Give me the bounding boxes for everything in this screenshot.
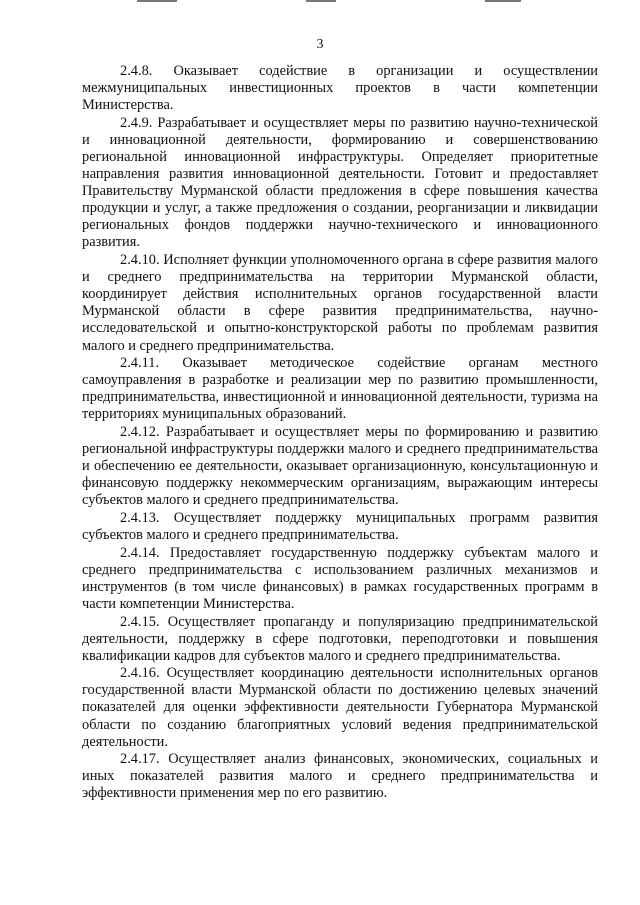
paragraph-2-4-17: 2.4.17. Осуществляет анализ финансовых, экономических, социальных и иных показателей развития малого и среднего предпринимательства и эффективности применения мер по его развитию. [82, 751, 598, 802]
header-rule-right [485, 0, 521, 2]
paragraph-2-4-9: 2.4.9. Разрабатывает и осуществляет меры по развитию научно-технической и инновационной деятельности, формированию и совершенствованию региональной инновационной инфраструктуры. Определяет приоритетные направления развития инновационной деятельности. Готовит и предоставляет Правительству Мурманской области предложения в сфере повышения качества продукции и услуг, а также предложения о создании, реорганизации и ликвидации региональных фондов поддержки научно-технического и инновационного развития. [82, 114, 598, 251]
page-number: 3 [316, 37, 324, 52]
paragraph-2-4-15: 2.4.15. Осуществляет пропаганду и популяризацию предпринимательской деятельности, поддержку в сфере подготовки, переподготовки и повышения квалификации кадров для субъектов малого и среднего предпринимательства. [82, 613, 598, 664]
paragraph-2-4-11: 2.4.11. Оказывает методическое содействие органам местного самоуправления в разработке и реализации мер по развитию промышленности, предпринимательства, инвестиционной и инновационной деятельности, туризма на территориях муниципальных образований. [82, 355, 598, 423]
paragraph-2-4-8: 2.4.8. Оказывает содействие в организации и осуществлении межмуниципальных инвестиционных проектов в части компетенции Министерства. [82, 63, 598, 114]
document-body [82, 63, 598, 803]
paragraph-2-4-10: 2.4.10. Исполняет функции уполномоченного органа в сфере развития малого и среднего предпринимательства на территории Мурманской области, координирует действия исполнительных органов государственной власти Мурманской области в сфере развития предпринимательства, научно-исследовательской и опытно-конструкторской работы по проблемам развития малого и среднего предпринимательства. [82, 252, 598, 354]
paragraph-2-4-14: 2.4.14. Предоставляет государственную поддержку субъектам малого и среднего предпринимательства с использованием различных механизмов и инструментов (в том числе финансовых) в рамках государственных программ в части компетенции Министерства. [82, 544, 598, 612]
header-rule-center [306, 0, 336, 2]
paragraph-2-4-16: 2.4.16. Осуществляет координацию деятельности исполнительных органов государственной власти Мурманской области по достижению целевых значений показателей для оценки эффективности деятельности Губернатора Мурманской области по созданию благоприятных условий ведения предпринимательской деятельности. [82, 665, 598, 750]
paragraph-2-4-12: 2.4.12. Разрабатывает и осуществляет меры по формированию и развитию региональной инфраструктуры поддержки малого и среднего предпринимательства и обеспечению ее деятельности, оказывает организационную, консультационную и финансовую поддержку некоммерческим организациям, выражающим интересы субъектов малого и среднего предпринимательства. [82, 423, 598, 509]
paragraph-2-4-13: 2.4.13. Осуществляет поддержку муниципальных программ развития субъектов малого и среднего предпринимательства. [82, 509, 598, 544]
header-rule-left [137, 0, 177, 2]
